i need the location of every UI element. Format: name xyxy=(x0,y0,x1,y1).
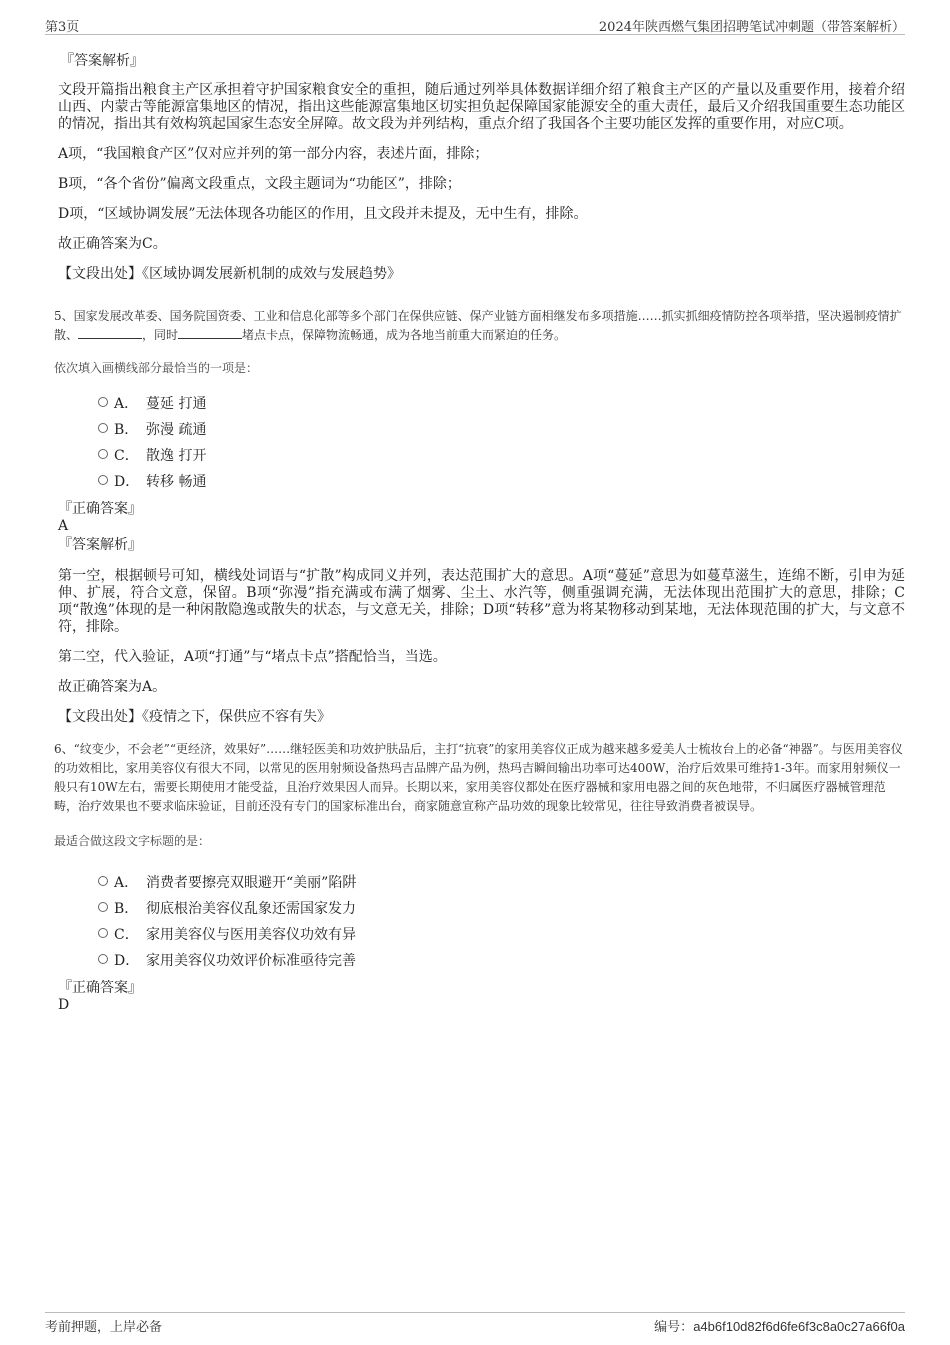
correct-answer-value: D xyxy=(58,997,70,1013)
radio-button-icon[interactable] xyxy=(98,902,108,912)
option-c[interactable]: C． 家用美容仪与医用美容仪功效有异 xyxy=(58,921,905,947)
radio-button-icon[interactable] xyxy=(98,954,108,964)
page-footer xyxy=(45,1312,905,1335)
radio-button-icon[interactable] xyxy=(98,475,108,485)
analysis-paragraph: 文段开篇指出粮食主产区承担着守护国家粮食安全的重担，随后通过列举具体数据详细介绍了粮食主产区的产量以及重要作用，接着介绍山西、内蒙古等能源富集地区的情况，指出这些能源富集地区切实担负起保障国家能源安全的重大责任，最后又介绍我国重要生态功能区的情况，指出其有效构筑起国家生态安全屏障。故文段为并列结构，重点介绍了我国各个主要功能区发挥的重要作用，对应C项。 xyxy=(58,82,905,132)
fill-blank xyxy=(78,326,142,339)
radio-button-icon[interactable] xyxy=(98,876,108,886)
page-content xyxy=(54,44,905,1013)
correct-answer-label: 『正确答案』 xyxy=(58,501,142,517)
analysis-paragraph: 第一空，根据顿号可知，横线处词语与“扩散”构成同义并列，表达范围扩大的意思。A项“蔓延”意思为如蔓草滋生，连绵不断，引申为延伸、扩展，符合文意，保留。B项“弥漫”指充满或布满了烟雾、尘土、水汽等，侧重强调充满，无法体现出范围扩大的意思，排除；C项“散逸”体现的是一种闲散隐逸或散失的状态，与文意无关，排除；D项“转移”意为将某物移动到某地，无法体现范围的扩大，与文意不符，排除。 xyxy=(58,568,905,635)
option-d[interactable]: D． 家用美容仪功效评价标准亟待完善 xyxy=(58,947,905,973)
question-6-prompt: 最适合做这段文字标题的是： xyxy=(54,834,211,848)
question-6-options xyxy=(58,869,905,973)
analysis-label: 『答案解析』 xyxy=(58,537,142,553)
document-title: 2024年陕西燃气集团招聘笔试冲刺题（带答案解析） xyxy=(598,20,905,35)
radio-button-icon[interactable] xyxy=(98,423,108,433)
analysis-label: 『答案解析』 xyxy=(60,53,144,69)
footer-slogan: 考前押题，上岸必备 xyxy=(45,1320,163,1335)
source-citation: 【文段出处】《疫情之下，保供应不容有失》 xyxy=(58,709,331,725)
correct-answer-value: A xyxy=(58,518,69,534)
option-b[interactable]: B． 弥漫 疏通 xyxy=(58,416,905,442)
correct-answer-label: 『正确答案』 xyxy=(58,980,142,996)
analysis-paragraph: 故正确答案为A。 xyxy=(58,679,167,695)
page-number: 第3页 xyxy=(45,20,80,35)
option-c[interactable]: C． 散逸 打开 xyxy=(58,442,905,468)
option-a[interactable]: A． 消费者要擦亮双眼避开“美丽”陷阱 xyxy=(58,869,905,895)
option-b[interactable]: B． 彻底根治美容仪乱象还需国家发力 xyxy=(58,895,905,921)
analysis-paragraph: 故正确答案为C。 xyxy=(58,236,167,252)
question-5-options xyxy=(58,390,905,494)
question-5-prompt: 依次填入画横线部分最恰当的一项是： xyxy=(54,361,259,375)
radio-button-icon[interactable] xyxy=(98,449,108,459)
option-a[interactable]: A． 蔓延 打通 xyxy=(58,390,905,416)
analysis-paragraph: 第二空，代入验证，A项“打通”与“堵点卡点”搭配恰当，当选。 xyxy=(58,649,447,665)
radio-button-icon[interactable] xyxy=(98,397,108,407)
page-header xyxy=(45,14,905,35)
fill-blank xyxy=(178,326,242,339)
analysis-paragraph: A项，“我国粮食产区”仅对应并列的第一部分内容，表述片面，排除； xyxy=(58,146,489,162)
analysis-paragraph: B项，“各个省份”偏离文段重点，文段主题词为“功能区”，排除； xyxy=(58,176,461,192)
radio-button-icon[interactable] xyxy=(98,928,108,938)
document-serial: 编号：a4b6f10d82f6d6fe6f3c8a0c27a66f0a xyxy=(654,1319,905,1335)
option-d[interactable]: D． 转移 畅通 xyxy=(58,468,905,494)
source-citation: 【文段出处】《区域协调发展新机制的成效与发展趋势》 xyxy=(58,266,401,282)
analysis-paragraph: D项，“区域协调发展”无法体现各功能区的作用，且文段并未提及，无中生有，排除。 xyxy=(58,206,588,222)
question-6-text: 6、“纹变少，不会老”“更经济，效果好”……继轻医美和功效护肤品后，主打“抗衰”的家用美容仪正成为越来越多爱美人士梳妆台上的必备“神器”。与医用美容仪的功效相比，家用美容仪有很大不同，以常见的医用射频设备热玛吉品牌产品为例，热玛吉瞬间输出功率可达400W，治疗后效果可维持1-3年。而家用射频仪一般只有10W左右，需要长期使用才能受益，且治疗效果因人而异。长期以来，家用美容仪都处在医疗器械和家用电器之间的灰色地带，不归属医疗器械管理范畴，治疗效果也不要求临床验证，目前还没有专门的国家标准出台，商家随意宣称产品功效的现象比较常见，往往导致消费者被误导。 xyxy=(54,742,903,813)
question-5-text: 5、国家发展改革委、国务院国资委、工业和信息化部等多个部门在保供应链、保产业链方面相继发布多项措施……抓实抓细疫情防控各项举措，坚决遏制疫情扩散、 ，同时 堵点卡点，保障物流畅通，成为各地当前重大而紧迫的任务。 xyxy=(54,309,902,342)
